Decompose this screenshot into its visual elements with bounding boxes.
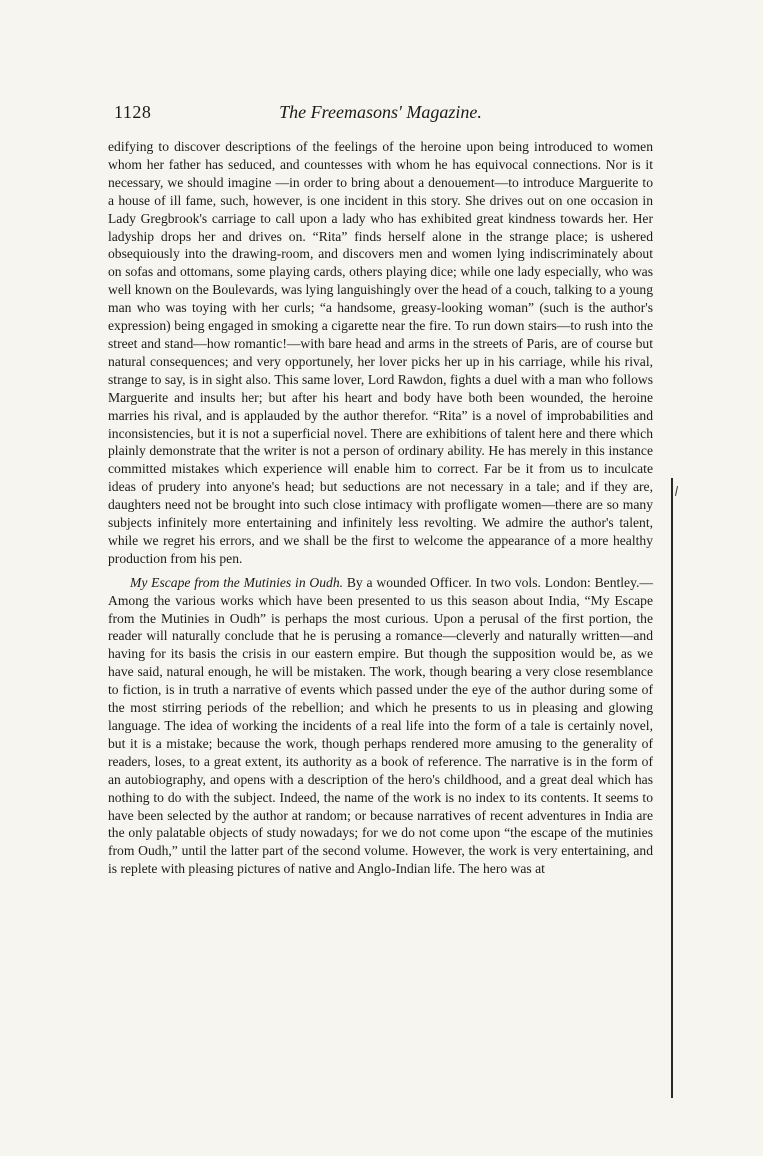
magazine-title: The Freemasons' Magazine. [279,102,482,122]
magazine-page [108,96,653,878]
margin-rule [671,478,673,1098]
running-head [108,96,653,126]
article-body [108,138,653,878]
book-title: My Escape from the Mutinies in Oudh. [130,574,344,590]
page-number: 1128 [114,102,152,122]
review-paragraph-oudh [108,574,653,878]
review-text: By a wounded Officer. In two vols. London: Bentley.—Among the various works which have been presented to us this season about India, “My Escape from the Mutinies in Oudh” is perhaps the most curious. Upon a perusal of the first portion, the reader will naturally conclude that he is perusing a romance—cleverly and naturally written—and having for its basis the crisis in our eastern empire. But though the supposition would be, as we have said, natural enough, he will be mistaken. The work, though bearing a very close resemblance to fiction, is in truth a narrative of events which passed under the eye of the author during some of the most stirring periods of the rebellion; and which he presents to us in pleasing and glowing language. The idea of working the incidents of a real life into the form of a tale is certainly novel, but it is a mistake; because the work, though perhaps rendered more amusing to the generality of readers, loses, to a great extent, its authority as a book of reference. The narrative is in the form of an autobiography, and opens with a description of the hero's childhood, and a great deal which has nothing to do with the subject. Indeed, the name of the work is no index to its contents. It seems to have been selected by the author at random; or because narratives of recent adventures in India are the only palatable objects of study nowadays; for we do not come upon “the escape of the mutinies from Oudh,” until the latter part of the second volume. However, the work is very entertaining, and is replete with pleasing pictures of native and Anglo-Indian life. The hero was at [108,574,653,877]
review-paragraph-rita: edifying to discover descriptions of the feelings of the heroine upon being introduced to women whom her father has seduced, and countesses with whom he has equivocal connections. Nor is it necessary, we should imagine —in order to bring about a denouement—to introduce Marguerite to a house of ill fame, such, however, is one incident in this story. She drives out on one occasion in Lady Gregbrook's carriage to call upon a lady who has exhibited great kindness towards her. Her ladyship drops her and drives on. “Rita” finds herself alone in the strange place; is ushered obsequiously into the drawing-room, and discovers men and women lying indiscriminately about on sofas and ottomans, some playing cards, others playing dice; while one lady especially, who was well known on the Boulevards, was lying languishingly over the head of a couch, talking to a young man who was toying with her curls; “a handsome, greasy-looking woman” (such is the author's expression) being engaged in smoking a cigarette near the fire. To run down stairs—to rush into the street and stand—how romantic!—with bare head and arms in the streets of Paris, are of course but natural consequences; and very opportunely, her lover picks her up in his carriage, while his rival, strange to say, is in sight also. This same lover, Lord Rawdon, fights a duel with a man who follows Marguerite and insults her; but after his heart and body have both been wounded, the heroine marries his rival, and is applauded by the author therefor. “Rita” is a novel of improbabilities and inconsistencies, but it is not a superficial novel. There are exhibitions of talent here and there which plainly demonstrate that the writer is not a person of ordinary ability. He has merely in this instance committed mistakes which experience will enable him to correct. Far be it from us to inculcate ideas of prudery into anyone's head; but seductions are not necessary in a tale; and if they are, daughters need not be brought into such close intimacy with profligate women—there are so many subjects infinitely more entertaining and infinitely less revolting. We admire the author's talent, while we regret his errors, and we shall be the first to welcome the appearance of a more healthy production from his pen. [108,139,653,566]
margin-tick [675,486,678,496]
